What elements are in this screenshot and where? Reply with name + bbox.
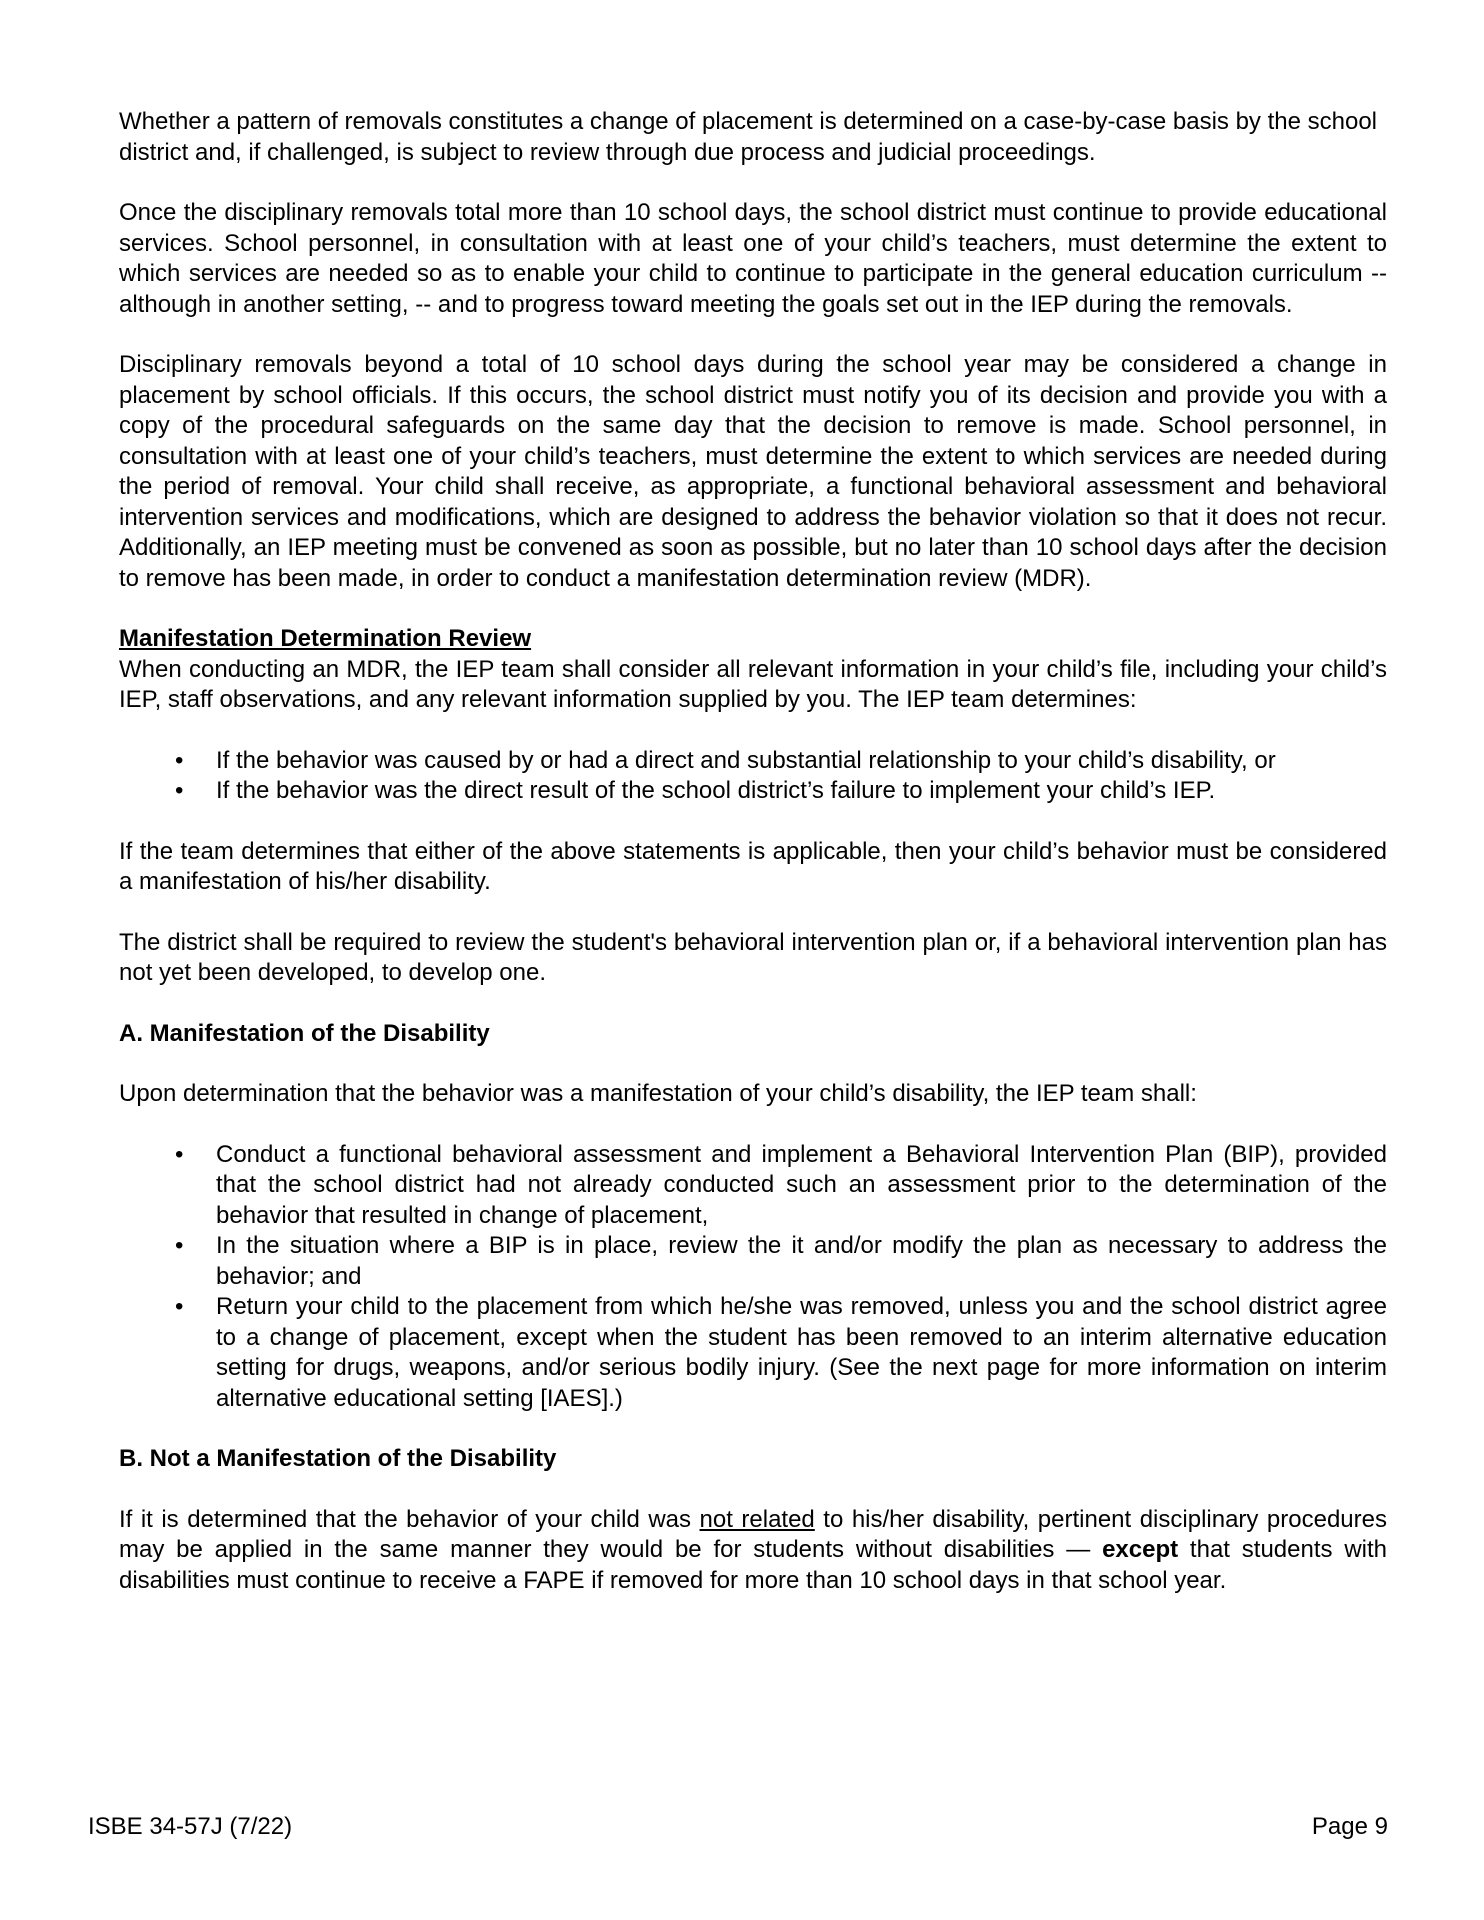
list-item bbox=[119, 776, 1387, 807]
bullet-icon: • bbox=[175, 1293, 184, 1320]
form-id: ISBE 34-57J (7/22) bbox=[88, 1813, 293, 1840]
bullet-icon: • bbox=[175, 777, 184, 804]
list-item bbox=[119, 1292, 1387, 1414]
list-item-text: In the situation where a BIP is in place, review the it and/or modify the plan as necessary to address the behavior; and bbox=[216, 1232, 1387, 1290]
section-a-heading: A. Manifestation of the Disability bbox=[119, 1019, 490, 1047]
mdr-intro: When conducting an MDR, the IEP team shall consider all relevant information in your child’s file, including your child’s IEP, staff observations, and any relevant information supplied by you. The IEP team determines: bbox=[119, 655, 1387, 713]
section-b-underlined: not related bbox=[699, 1505, 815, 1533]
paragraph-disciplinary-removals: Disciplinary removals beyond a total of 10 school days during the school year may be considered a change in placement by school officials. If this occurs, the school district must notify you of its decision and provide you with a copy of the procedural safeguards on the same day that the decision to remove is made. School personnel, in consultation with at least one of your child’s teachers, must determine the extent to which services are needed during the period of removal. Your child shall receive, as appropriate, a functional behavioral assessment and behavioral intervention services and modifications, which are designed to address the behavior violation so that it does not recur. Additionally, an IEP meeting must be convened as soon as possible, but no later than 10 school days after the decision to remove has been made, in order to conduct a manifestation determination review (MDR). bbox=[119, 351, 1387, 592]
document-body bbox=[119, 107, 1387, 1626]
page-footer bbox=[88, 1812, 1388, 1842]
section-b-text-part: to his/her disability, pertinent disciplinary procedures may be applied in the same manner they would be for students without disabilities — bbox=[119, 1505, 1387, 1563]
paragraph-bip-review: The district shall be required to review the student's behavioral intervention plan or, if a behavioral intervention plan has not yet been developed, to develop one. bbox=[119, 928, 1387, 986]
bullet-icon: • bbox=[175, 746, 184, 774]
section-b-text-part: that students with disabilities must continue to receive a FAPE if removed for more than 10 school days in that school year. bbox=[119, 1536, 1387, 1594]
section-a-intro: Upon determination that the behavior was a manifestation of your child’s disability, the IEP team shall: bbox=[119, 1080, 1197, 1107]
section-b-text-part: If it is determined that the behavior of your child was bbox=[119, 1505, 700, 1533]
bullet-icon: • bbox=[175, 1140, 184, 1168]
section-a-list bbox=[119, 1140, 1387, 1415]
paragraph-educational-services: Once the disciplinary removals total more than 10 school days, the school district must continue to provide educational services. School personnel, in consultation with at least one of your child’s teachers, must determine the extent to which services are needed so as to enable your child to continue to participate in the general education curriculum -- although in another setting, -- and to progress toward meeting the goals set out in the IEP during the removals. bbox=[119, 199, 1387, 318]
bullet-icon: • bbox=[175, 1232, 184, 1259]
list-item bbox=[119, 1140, 1387, 1232]
mdr-criteria-list bbox=[119, 746, 1387, 807]
list-item-text: Conduct a functional behavioral assessment and implement a Behavioral Intervention Plan (BIP), provided that the school district had not already conducted such an assessment prior to the determination of the behavior that resulted in change of placement, bbox=[216, 1140, 1387, 1229]
mdr-heading: Manifestation Determination Review bbox=[119, 625, 532, 652]
section-b-heading: B. Not a Manifestation of the Disability bbox=[119, 1445, 557, 1472]
list-item-text: If the behavior was caused by or had a direct and substantial relationship to your child’s disability, or bbox=[216, 746, 1276, 774]
list-item-text: If the behavior was the direct result of the school district’s failure to implement your child’s IEP. bbox=[216, 777, 1216, 804]
paragraph-pattern-of-removals: Whether a pattern of removals constitutes a change of placement is determined on a case-by-case basis by the school district and, if challenged, is subject to review through due process and judicial proceedings. bbox=[119, 108, 1378, 166]
page-number: Page 9 bbox=[1311, 1813, 1388, 1840]
list-item-text: Return your child to the placement from which he/she was removed, unless you and the school district agree to a change of placement, except when the student has been removed to an interim alternative education setting for drugs, weapons, and/or serious bodily injury. (See the next page for more information on interim alternative educational setting [IAES].) bbox=[216, 1293, 1387, 1412]
section-b-text bbox=[119, 1505, 1387, 1597]
section-b-bold: except bbox=[1102, 1536, 1179, 1563]
list-item bbox=[119, 746, 1387, 777]
list-item bbox=[119, 1231, 1387, 1292]
paragraph-manifestation-result: If the team determines that either of the above statements is applicable, then your child’s behavior must be considered a manifestation of his/her disability. bbox=[119, 837, 1387, 895]
